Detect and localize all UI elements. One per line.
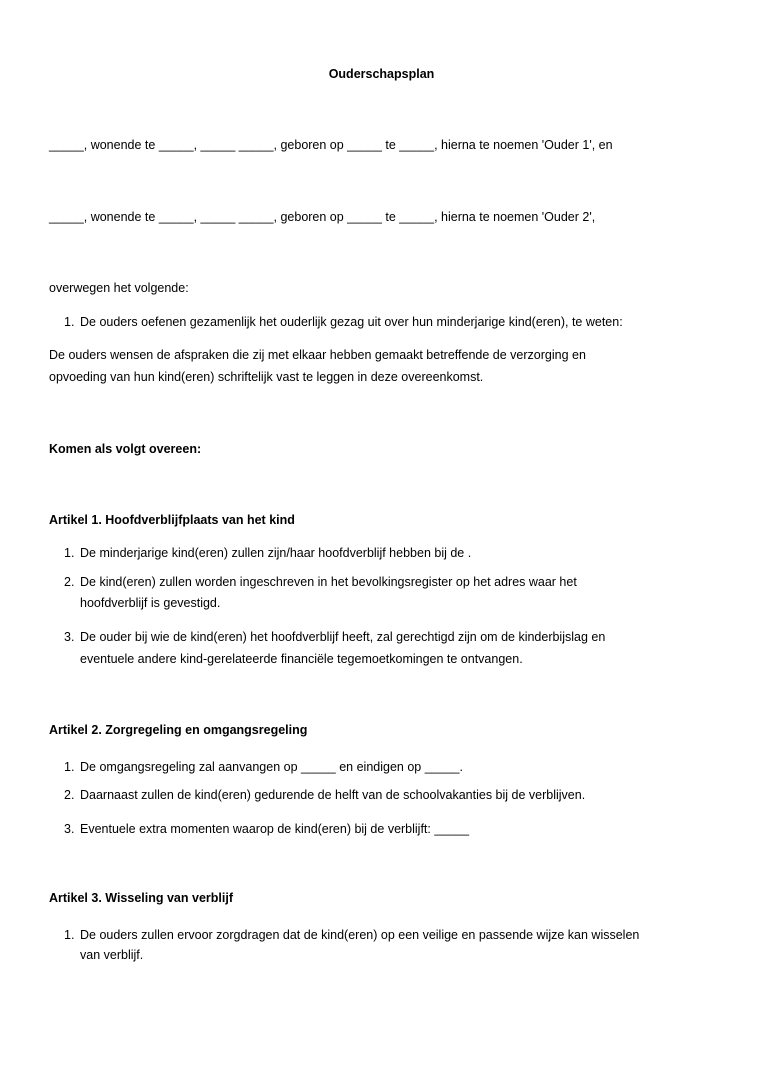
list-item	[64, 927, 639, 944]
document-title: Ouderschapsplan	[328, 67, 435, 81]
list-item-text: Daarnaast zullen de kind(eren) gedurende de helft van de schoolvakanties bij de verblijven.	[80, 788, 586, 802]
intent-line-2: opvoeding van hun kind(eren) schriftelijk vast te leggen in deze overeenkomst.	[49, 370, 484, 384]
list-number: 3.	[64, 630, 75, 644]
list-item-text: De ouders oefenen gezamenlijk het ouderlijk gezag uit over hun minderjarige kind(eren), te weten:	[80, 315, 623, 329]
article-1-heading: Artikel 1. Hoofdverblijfplaats van het kind	[49, 513, 295, 527]
list-item-text: De ouders zullen ervoor zorgdragen dat de kind(eren) op een veilige en passende wijze kan wisselen	[80, 928, 640, 942]
agree-heading: Komen als volgt overeen:	[49, 442, 202, 456]
list-item	[64, 787, 585, 804]
article-3-heading: Artikel 3. Wisseling van verblijf	[49, 891, 233, 905]
party-1-line: _____, wonende te _____, _____ _____, geboren op _____ te _____, hierna te noemen 'Ouder 1', en	[49, 138, 613, 152]
party-2-line: _____, wonende te _____, _____ _____, geboren op _____ te _____, hierna te noemen 'Ouder 2',	[49, 210, 596, 224]
article-2-heading: Artikel 2. Zorgregeling en omgangsregeling	[49, 723, 308, 737]
list-number: 1.	[64, 928, 75, 942]
list-item	[64, 821, 469, 838]
consideration-item	[64, 314, 623, 331]
considering-text: overwegen het volgende:	[49, 281, 189, 295]
list-number: 2.	[64, 575, 75, 589]
list-number: 3.	[64, 822, 75, 836]
list-item-text: De omgangsregeling zal aanvangen op _____ en eindigen op _____.	[80, 760, 463, 774]
list-item-continuation: hoofdverblijf is gevestigd.	[80, 596, 221, 610]
list-item-text: Eventuele extra momenten waarop de kind(eren) bij de verblijft: _____	[80, 822, 470, 836]
list-number: 1.	[64, 315, 75, 329]
list-item-continuation: eventuele andere kind-gerelateerde financiële tegemoetkomingen te ontvangen.	[80, 652, 523, 666]
intent-line-1: De ouders wensen de afspraken die zij met elkaar hebben gemaakt betreffende de verzorging en	[49, 348, 586, 362]
list-item	[64, 574, 577, 591]
list-number: 1.	[64, 546, 75, 560]
list-item-text: De minderjarige kind(eren) zullen zijn/haar hoofdverblijf hebben bij de .	[80, 546, 472, 560]
list-item	[64, 545, 471, 562]
list-item	[64, 629, 605, 646]
list-item-continuation: van verblijf.	[80, 948, 144, 962]
list-number: 2.	[64, 788, 75, 802]
list-item	[64, 759, 463, 776]
list-item-text: De kind(eren) zullen worden ingeschreven in het bevolkingsregister op het adres waar het	[80, 575, 577, 589]
list-item-text: De ouder bij wie de kind(eren) het hoofdverblijf heeft, zal gerechtigd zijn om de kinderbijslag en	[80, 630, 606, 644]
list-number: 1.	[64, 760, 75, 774]
